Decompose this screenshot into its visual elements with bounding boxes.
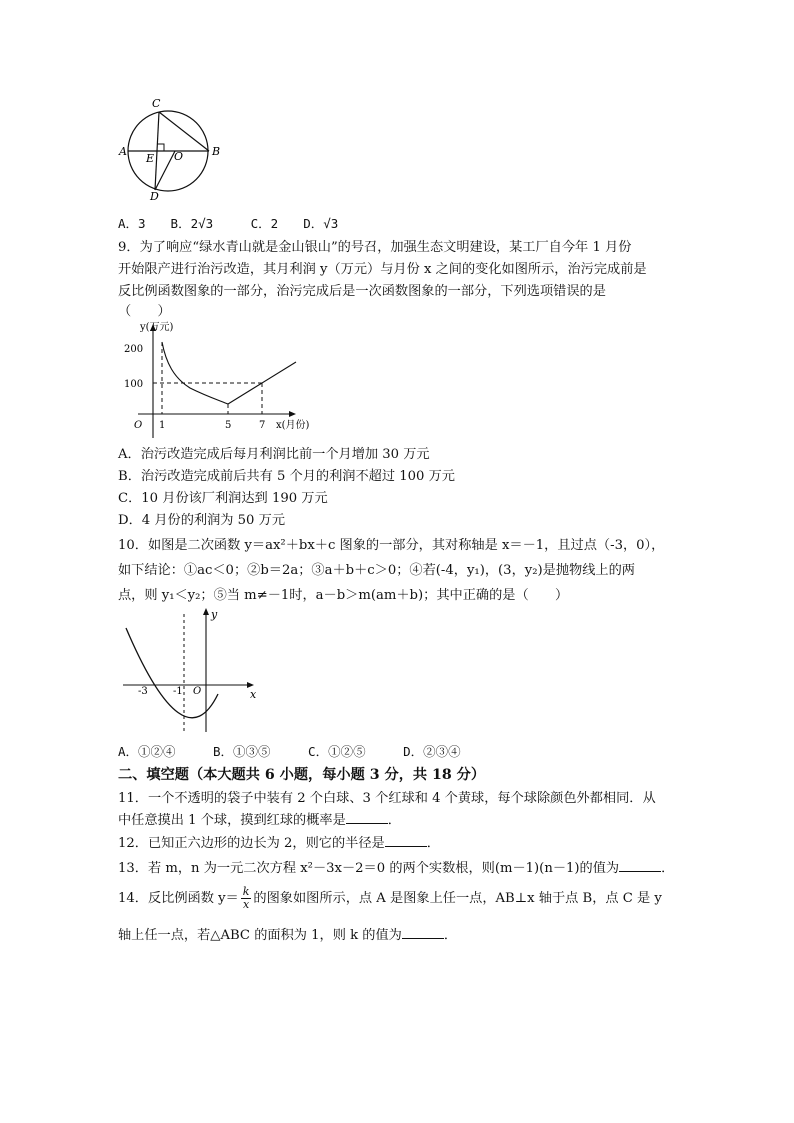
q9-option-d: D．4 月份的利润为 50 万元: [118, 513, 286, 528]
q10-parabola: [126, 628, 218, 718]
q12-end: ．: [426, 836, 440, 851]
q8-options: A．3 B．2√3 C．2 D．√3: [118, 216, 339, 231]
label-e: E: [146, 152, 155, 165]
q14-fraction: [241, 886, 252, 911]
q14-answer-blank[interactable]: [402, 926, 444, 939]
segment-od: [155, 151, 175, 190]
q10-origin: O: [193, 686, 202, 697]
q14-text2: 轴上任一点，若△ABC 的面积为 1，则 k 的值为: [118, 928, 402, 943]
q9-curve: [162, 342, 228, 404]
q9-tick-200: 200: [124, 344, 144, 355]
q10-graph: [118, 606, 268, 732]
q14-line2: [118, 924, 457, 943]
q10-label-x: x: [250, 688, 257, 701]
q11-line2: [118, 809, 401, 828]
q9-xlabel: x(月份): [276, 420, 310, 431]
q10-label-y: y: [211, 608, 218, 621]
q10-y-arrow-icon: [203, 608, 209, 615]
label-c: C: [152, 97, 161, 110]
q9-option-b: B．治污改造完成前后共有 5 个月的利润不超过 100 万元: [118, 469, 455, 484]
circle-figure: [118, 96, 248, 204]
q11-text: 中任意摸出 1 个球，摸到红球的概率是: [118, 813, 346, 828]
q13-answer-blank[interactable]: [619, 859, 661, 872]
q9-graph: [118, 318, 328, 438]
q14-post: 的图象如图所示，点 A 是图象上任一点，AB⊥x 轴于点 B，点 C 是 y: [253, 891, 662, 906]
q12-text: 12．已知正六边形的边长为 2，则它的半径是: [118, 836, 385, 851]
q9-tick-5: 5: [225, 420, 232, 431]
q13-line: [118, 857, 674, 876]
q9-x-arrow-icon: [289, 411, 296, 417]
q9-option-a: A．治污改造完成后每月利润比前一个月增加 30 万元: [118, 447, 430, 462]
q13-text: 13．若 m，n 为一元二次方程 x²－3x－2＝0 的两个实数根，则(m－1)(n－1)的值为: [118, 861, 620, 876]
q10-stem-line2: 如下结论：①ac＜0；②b＝2a；③a＋b＋c＞0；④若(-4，y₁)，(3，y₂)是抛物线上的两: [118, 563, 635, 578]
q14-end: ．: [443, 928, 458, 943]
q13-end: ．: [661, 861, 675, 876]
right-angle-mark: [157, 144, 164, 151]
q9-option-c: C．10 月份该厂利润达到 190 万元: [118, 491, 328, 506]
q11-answer-blank[interactable]: [346, 811, 388, 824]
q12-answer-blank[interactable]: [385, 834, 427, 847]
q9-tick-1: 1: [159, 420, 166, 431]
q10-stem-line1: 10．如图是二次函数 y＝ax²＋bx＋c 图象的一部分，其对称轴是 x＝－1，且过点（-3，0），: [118, 538, 665, 553]
q9-stem-line3: 反比例函数图象的一部分，治污完成后是一次函数图象的一部分，下列选项错误的是: [118, 284, 606, 299]
q9-stem-line2: 开始限产进行治污改造，其月利润 y（万元）与月份 x 之间的变化如图所示，治污完成前是: [118, 262, 647, 277]
q9-tick-100: 100: [124, 379, 144, 390]
q9-ylabel: y(万元): [140, 322, 174, 333]
q9-origin: O: [134, 420, 143, 431]
q12-line: [118, 832, 440, 851]
q10-stem-line3: 点，则 y₁＜y₂；⑤当 m≠－1时，a－b＞m(am＋b)；其中正确的是（ ）: [118, 588, 569, 603]
q9-stem-line1: 9．为了响应“绿水青山就是金山银山”的号召，加强生态文明建设，某工厂自今年 1 月份: [118, 240, 632, 255]
q10-options: A．①②④ B．①③⑤ C．①②⑤ D．②③④: [118, 744, 461, 759]
label-a: A: [119, 145, 127, 158]
q11-end: ．: [387, 813, 401, 828]
q14-line1: [118, 886, 662, 911]
q11-line1: 11．一个不透明的袋子中装有 2 个白球、3 个红球和 4 个黄球，每个球除颜色外都相同．从: [118, 791, 656, 806]
q9-tick-7: 7: [259, 420, 266, 431]
label-b: B: [212, 145, 221, 158]
section-heading-fill-blank: 二、填空题（本大题共 6 小题，每小题 3 分，共 18 分）: [118, 767, 486, 783]
segment-cb: [159, 112, 209, 151]
q10-tick-neg1: -1: [173, 686, 183, 697]
q9-paren: （ ）: [118, 304, 171, 319]
q10-tick-neg3: -3: [138, 686, 148, 697]
label-o: O: [174, 150, 184, 163]
q14-denominator: x: [242, 898, 250, 911]
q14-pre: 14．反比例函数 y＝: [118, 891, 239, 906]
q14-numerator: k: [242, 885, 250, 898]
label-d: D: [150, 190, 159, 203]
